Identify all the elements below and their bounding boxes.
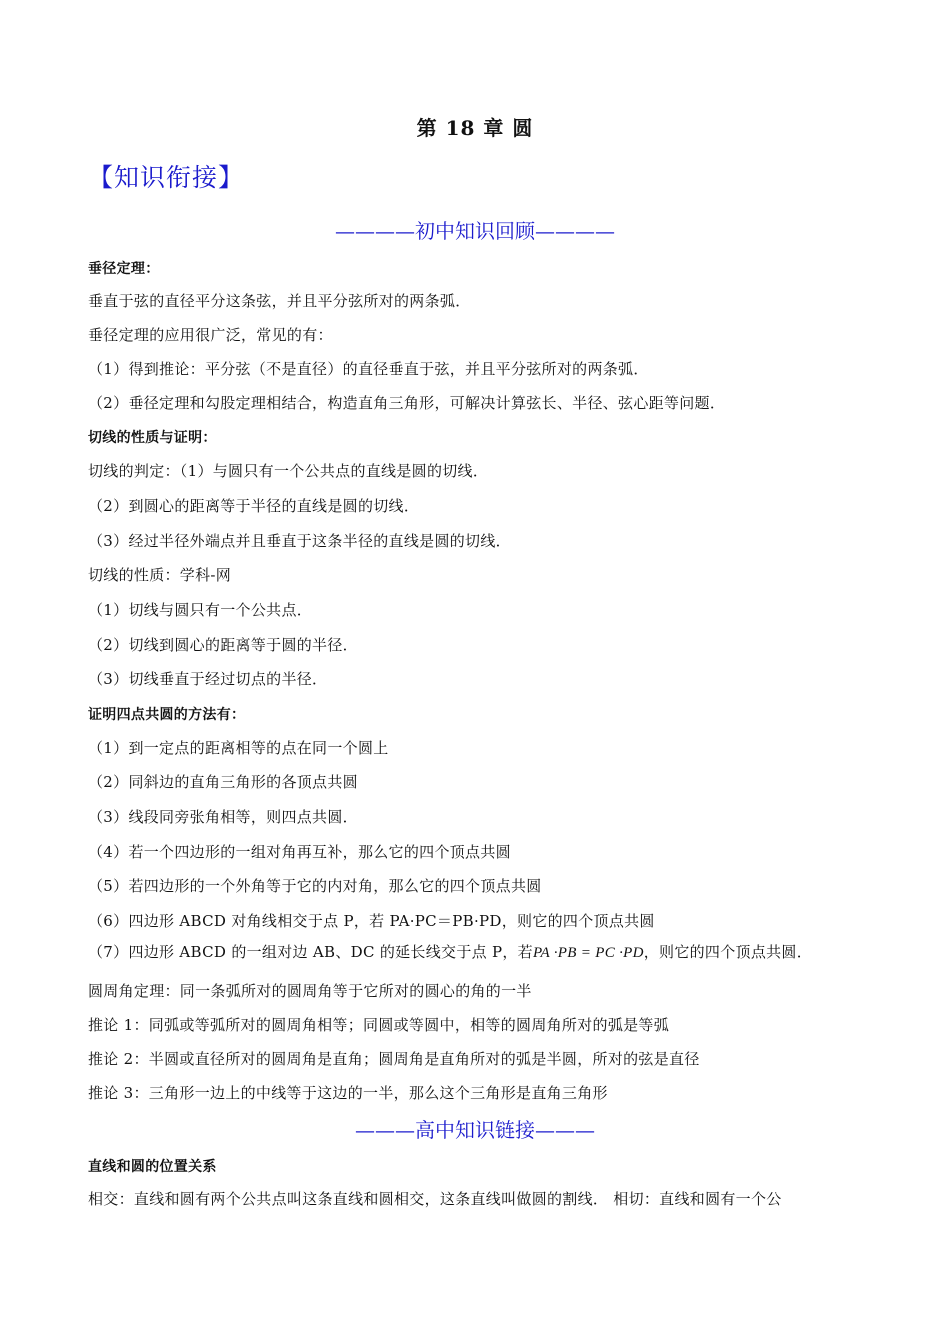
chord-line: 垂径定理的应用很广泛，常见的有： — [88, 326, 333, 344]
concyclic-line-7-suffix: ，则它的四个顶点共圆． — [643, 943, 813, 961]
divider-middle-school: ————初中知识回顾———— — [335, 219, 615, 243]
power-of-point-formula: PA ·PB = PC ·PD — [532, 945, 644, 961]
concyclic-heading: 证明四点共圆的方法有： — [88, 707, 246, 723]
concyclic-line: （5）若四边形的一个外角等于它的内对角，那么它的四个顶点共圆 — [88, 877, 542, 895]
tangent-line: （2）到圆心的距离等于半径的直线是圆的切线． — [88, 497, 420, 515]
inscribed-line: 推论 1：同弧或等弧所对的圆周角相等；同圆或等圆中，相等的圆周角所对的弧是等弧 — [88, 1016, 670, 1034]
section-tag: 【知识衔接】 — [88, 163, 245, 192]
concyclic-line: （3）线段同旁张角相等，则四点共圆． — [88, 808, 358, 826]
position-heading: 直线和圆的位置关系 — [88, 1159, 217, 1175]
chord-line: （1）得到推论：平分弦（不是直径）的直径垂直于弦，并且平分弦所对的两条弧． — [88, 360, 649, 378]
inscribed-line: 推论 2：半圆或直径所对的圆周角是直角；圆周角是直角所对的弧是半圆，所对的弦是直径 — [88, 1050, 700, 1068]
concyclic-line: （1）到一定点的距离相等的点在同一个圆上 — [88, 739, 389, 757]
tangent-line: （3）切线垂直于经过切点的半径． — [88, 670, 328, 688]
concyclic-line: （4）若一个四边形的一组对角再互补，那么它的四个顶点共圆 — [88, 843, 511, 861]
concyclic-line: （6）四边形 ABCD 对角线相交于点 P，若 PA·PC＝PB·PD，则它的四个顶点共圆 — [88, 912, 655, 930]
tangent-line: 切线的判定：（1）与圆只有一个公共点的直线是圆的切线． — [88, 462, 489, 480]
chapter-title: 第 18 章 圆 — [416, 116, 534, 140]
chord-line: 垂直于弦的直径平分这条弦，并且平分弦所对的两条弧． — [88, 292, 471, 310]
concyclic-line-7 — [88, 941, 812, 962]
divider-high-school: ———高中知识链接——— — [355, 1118, 595, 1142]
chord-line: （2）垂径定理和勾股定理相结合，构造直角三角形，可解决计算弦长、半径、弦心距等问题． — [88, 394, 726, 412]
tangent-line: （1）切线与圆只有一个公共点． — [88, 601, 313, 619]
concyclic-line-7-prefix: （7）四边形 ABCD 的一组对边 AB、DC 的延长线交于点 P，若 — [88, 943, 533, 961]
concyclic-line: （2）同斜边的直角三角形的各顶点共圆 — [88, 773, 358, 791]
tangent-line: 切线的性质：学科-网 — [88, 566, 232, 584]
inscribed-line: 圆周角定理：同一条弧所对的圆周角等于它所对的圆心的角的一半 — [88, 982, 532, 1000]
tangent-line: （2）切线到圆心的距离等于圆的半径． — [88, 636, 358, 654]
position-line: 相交：直线和圆有两个公共点叫这条直线和圆相交，这条直线叫做圆的割线． 相切：直线和圆有一个公 — [88, 1190, 782, 1208]
inscribed-line: 推论 3：三角形一边上的中线等于这边的一半，那么这个三角形是直角三角形 — [88, 1084, 608, 1102]
chord-heading: 垂径定理： — [88, 261, 160, 277]
tangent-heading: 切线的性质与证明： — [88, 430, 217, 446]
tangent-line: （3）经过半径外端点并且垂直于这条半径的直线是圆的切线． — [88, 532, 511, 550]
